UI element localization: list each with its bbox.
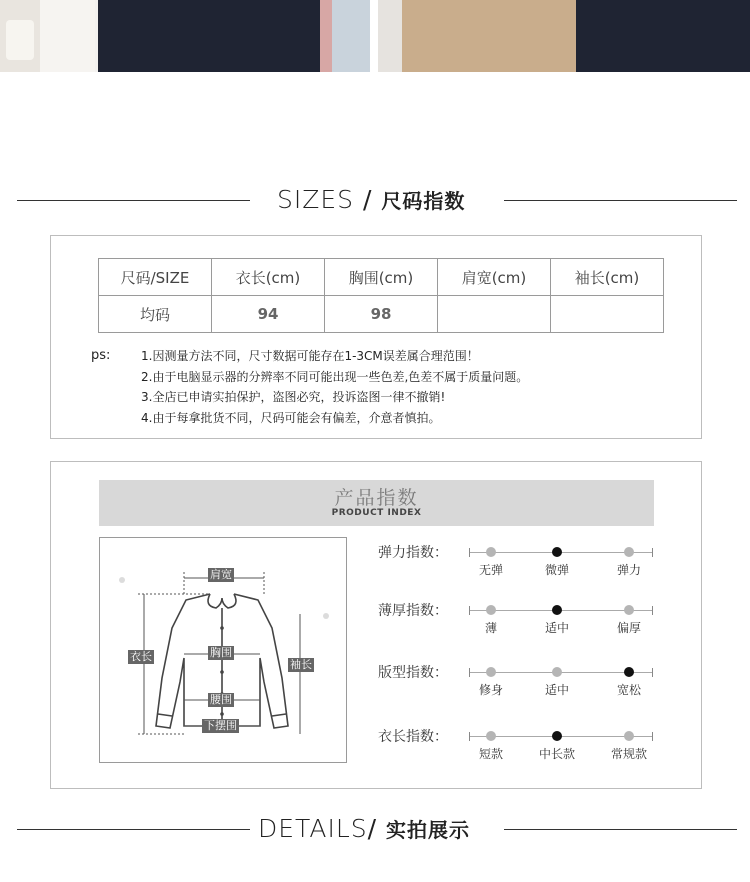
note-item: 3.全店已申请实拍保护，盗图必究，投诉盗图一律不撤销! (141, 390, 446, 404)
index-label: 版型指数： (378, 665, 448, 681)
divider-line (504, 829, 737, 830)
level-option-label: 微弹 (544, 563, 569, 577)
scale-end-cap (469, 606, 470, 615)
level-option-label: 适中 (544, 621, 569, 635)
body-length-tag: 衣长 (130, 650, 152, 663)
divider-line (17, 200, 250, 201)
index-scale-track (469, 672, 653, 697)
sizes-section-title (277, 185, 465, 214)
product-index-title-en: PRODUCT INDEX (331, 508, 422, 518)
selected-level-dot (552, 605, 562, 615)
ps-label: ps: (91, 348, 111, 363)
table-row (99, 296, 664, 333)
index-scale-track (469, 552, 653, 577)
index-scale-track (469, 610, 653, 635)
details-title-cn: 实拍展示 (386, 818, 471, 842)
table-cell: 94 (212, 296, 325, 333)
level-dot (486, 547, 496, 557)
table-cell: 均码 (99, 296, 212, 333)
size-table (98, 258, 664, 333)
table-header-cell: 肩宽(cm) (438, 259, 551, 296)
selected-level-dot (552, 731, 562, 741)
table-header-cell: 尺码/SIZE (99, 259, 212, 296)
divider-line (17, 829, 250, 830)
product-photo-left (0, 0, 370, 72)
scale-end-cap (652, 668, 653, 677)
chest-tag: 胸围 (210, 646, 232, 659)
level-dot (624, 605, 634, 615)
shoulder-width-tag: 肩宽 (210, 568, 232, 581)
waist-tag: 腰围 (210, 693, 232, 706)
details-title-sep: / (367, 814, 387, 843)
selected-level-dot (624, 667, 634, 677)
divider-line (504, 200, 737, 201)
scale-end-cap (469, 548, 470, 557)
table-header-cell: 胸围(cm) (325, 259, 438, 296)
level-option-label: 薄 (484, 621, 497, 635)
level-dot (624, 547, 634, 557)
shirt-measurement-diagram (99, 537, 347, 763)
level-dot (486, 731, 496, 741)
navy-dress-back (576, 0, 750, 72)
notes-list (141, 346, 641, 428)
level-option-label: 适中 (544, 683, 569, 697)
table-cell: 98 (325, 296, 438, 333)
level-option-label: 弹力 (616, 563, 641, 577)
level-option-label: 常规款 (610, 747, 647, 761)
level-dot (552, 667, 562, 677)
product-photo-right (378, 0, 750, 72)
table-header-cell: 衣长(cm) (212, 259, 325, 296)
level-option-label: 无弹 (478, 563, 503, 577)
hem-tag: 下摆围 (204, 719, 237, 732)
level-dot (486, 605, 496, 615)
scale-end-cap (469, 668, 470, 677)
beige-dress (402, 0, 578, 72)
scale-end-cap (469, 732, 470, 741)
selected-level-dot (552, 547, 562, 557)
sizes-title-cn: 尺码指数 (381, 189, 466, 213)
note-item: 2.由于电脑显示器的分辨率不同可能出现一些色差,色差不属于质量问题。 (141, 369, 529, 384)
size-chart-box (50, 235, 702, 439)
product-index-banner (99, 480, 654, 526)
sleeve-length-tag: 袖长 (290, 658, 312, 671)
table-header-row (99, 259, 664, 296)
navy-dress (98, 0, 320, 72)
note-item: 4.由于每拿批货不同，尺码可能会有偏差，介意者慎拍。 (141, 410, 441, 425)
index-label: 薄厚指数： (378, 603, 448, 619)
sizes-title-en: SIZES (277, 185, 355, 214)
level-dot (486, 667, 496, 677)
product-index-box (50, 461, 702, 789)
note-item: 1.因测量方法不同，尺寸数据可能存在1-3CM误差属合理范围！ (141, 349, 479, 363)
index-scale-track (469, 736, 653, 761)
details-title-en: DETAILS (258, 814, 368, 843)
table-cell (551, 296, 664, 333)
sizes-title-sep: / (354, 185, 382, 214)
product-index-title-cn: 产品指数 (334, 487, 419, 509)
level-option-label: 偏厚 (616, 621, 641, 635)
level-dot (624, 731, 634, 741)
scale-end-cap (652, 732, 653, 741)
details-section-title (258, 814, 470, 843)
level-option-label: 中长款 (538, 747, 575, 761)
table-cell (438, 296, 551, 333)
index-label: 弹力指数： (378, 545, 448, 561)
scale-end-cap (652, 548, 653, 557)
level-option-label: 修身 (478, 683, 503, 697)
table-header-cell: 袖长(cm) (551, 259, 664, 296)
level-option-label: 宽松 (616, 683, 641, 697)
scale-end-cap (652, 606, 653, 615)
level-option-label: 短款 (478, 747, 503, 761)
index-label: 衣长指数： (378, 729, 448, 745)
